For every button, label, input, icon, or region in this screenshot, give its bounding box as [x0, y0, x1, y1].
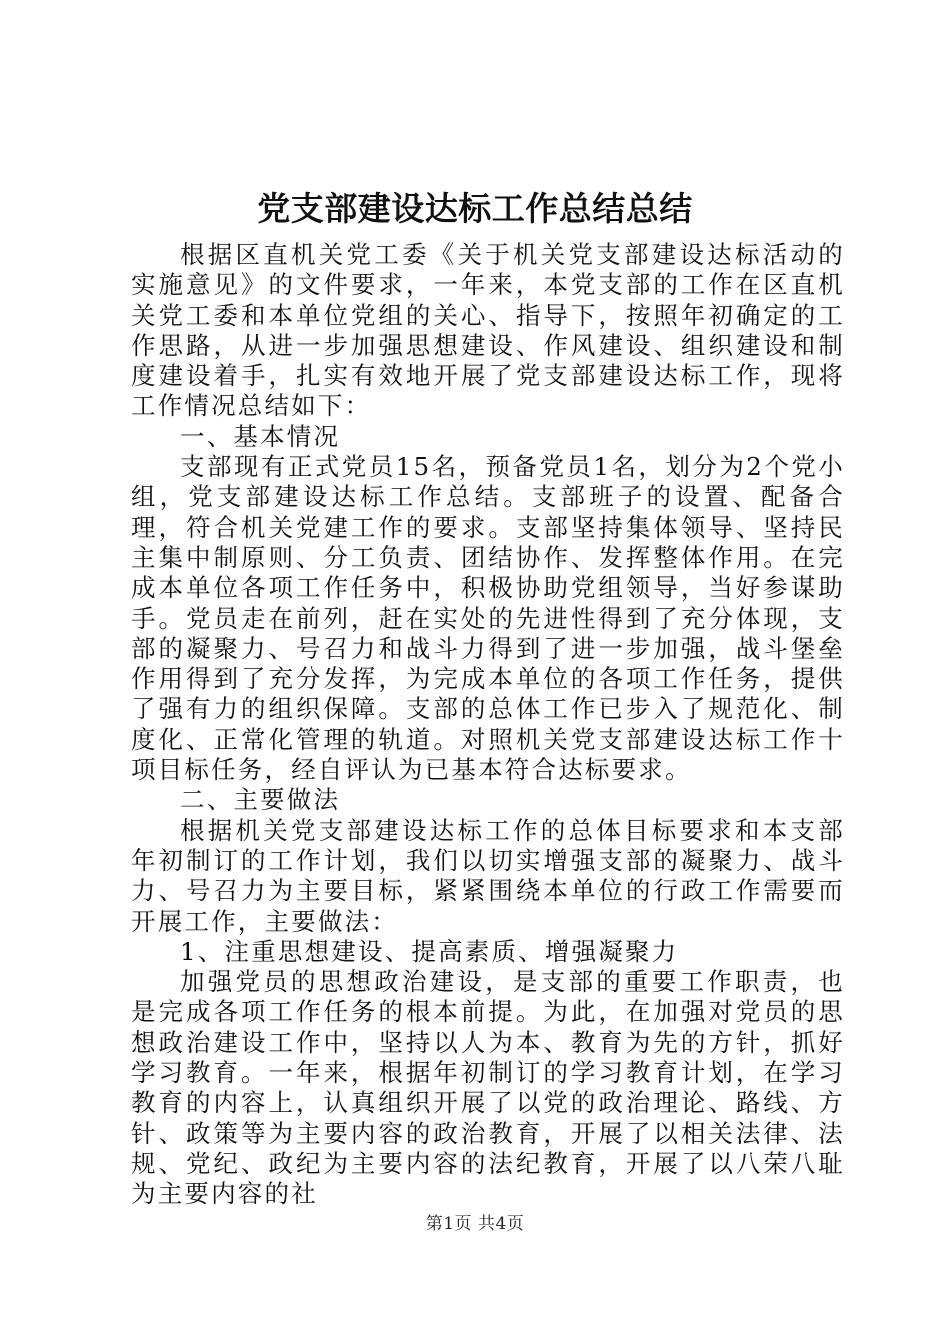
body-paragraph: 支部现有正式党员15名，预备党员1名，划分为2个党小组，党支部建设达标工作总结。支部班子的设置、配备合理，符合机关党建工作的要求。支部坚持集体领导、坚持民主集中制原则、分工负责、团结协作、发挥整体作用。在完成本单位各项工作任务中，积极协助党组领导，当好参谋助手。党员走在前列，赶在实处的先进性得到了充分体现，支部的凝聚力、号召力和战斗力得到了进一步加强，战斗堡垒作用得到了充分发挥，为完成本单位的各项工作任务，提供了强有力的组织保障。支部的总体工作已步入了规范化、制度化、正常化管理的轨道。对照机关党支部建设达标工作十项目标任务，经自评认为已基本符合达标要求。 — [131, 452, 845, 785]
body-paragraph: 根据机关党支部建设达标工作的总体目标要求和本支部年初制订的工作计划，我们以切实增强支部的凝聚力、战斗力、号召力为主要目标，紧紧围绕本单位的行政工作需要而开展工作，主要做法： — [131, 815, 845, 936]
subsection-heading: 1、注重思想建设、提高素质、增强凝聚力 — [180, 936, 679, 966]
section-heading: 一、基本情况 — [180, 421, 341, 451]
body-paragraph: 加强党员的思想政治建设，是支部的重要工作职责，也是完成各项工作任务的根本前提。为此，在加强对党员的思想政治建设工作中，坚持以人为本、教育为先的方针，抓好学习教育。一年来，根据年初制订的学习教育计划，在学习教育的内容上，认真组织开展了以党的政治理论、路线、方针、政策等为主要内容的政治教育，开展了以相关法律、法规、党纪、政纪为主要内容的法纪教育，开展了以八荣八耻为主要内容的社 — [131, 967, 845, 1209]
body-paragraph: 根据区直机关党工委《关于机关党支部建设达标活动的实施意见》的文件要求，一年来，本党支部的工作在区直机关党工委和本单位党组的关心、指导下，按照年初确定的工作思路，从进一步加强思想建设、作风建设、组织建设和制度建设着手，扎实有效地开展了党支部建设达标工作，现将工作情况总结如下： — [131, 240, 845, 421]
section-heading: 二、主要做法 — [180, 785, 341, 815]
page-footer: 第1页 共4页 — [425, 1214, 525, 1234]
document-title: 党支部建设达标工作总结总结 — [257, 189, 693, 228]
document-body — [131, 240, 845, 1210]
